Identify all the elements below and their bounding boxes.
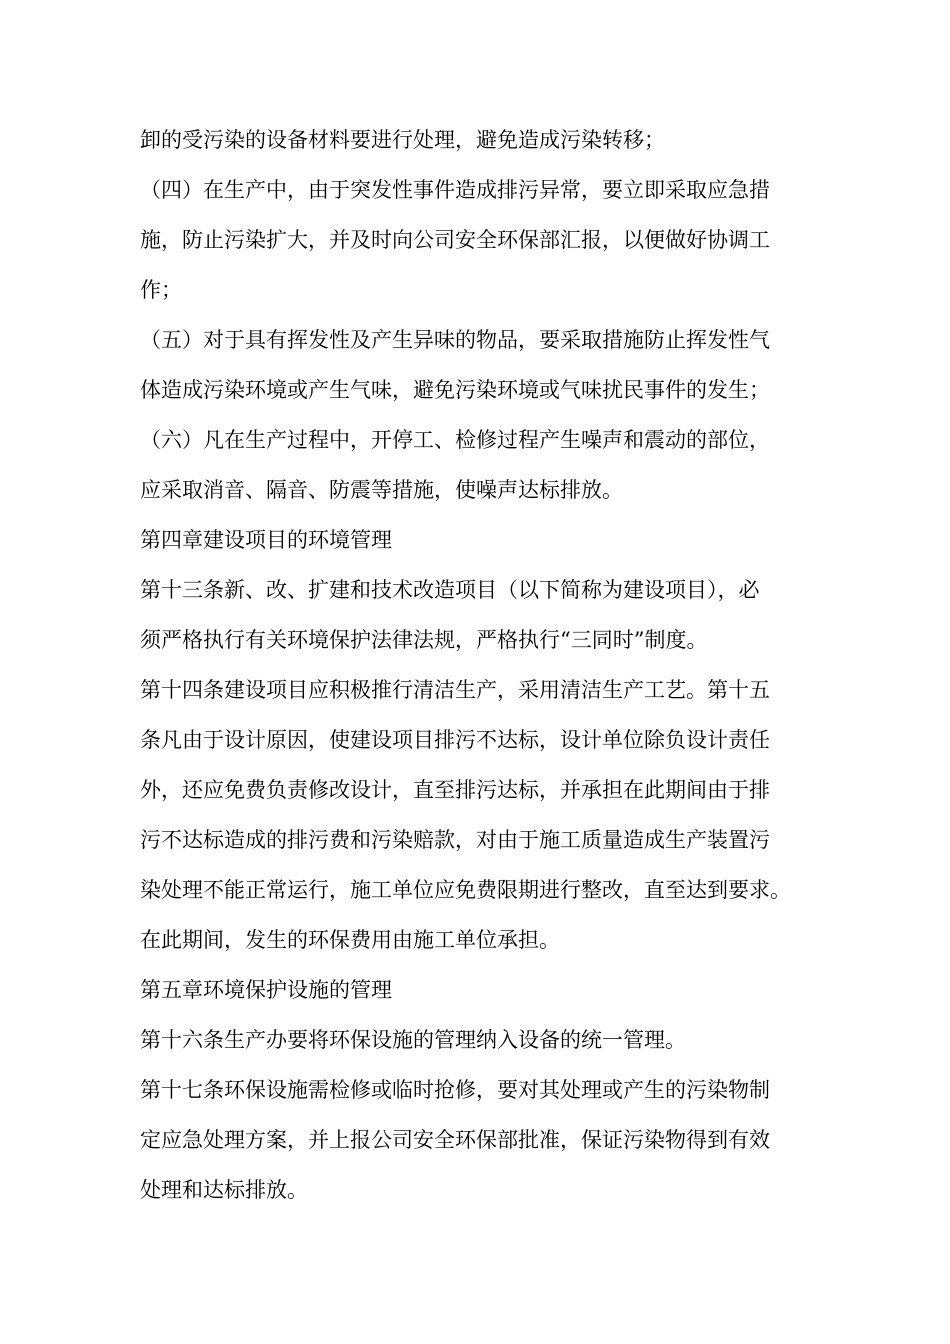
chapter-heading: 第四章建设项目的环境管理: [140, 528, 392, 552]
text-line: 污不达标造成的排污费和污染赔款，对由于施工质量造成生产装置污: [140, 828, 770, 852]
text-line: （四）在生产中，由于突发性事件造成排污异常，要立即采取应急措: [140, 178, 770, 202]
document-page: [140, 115, 840, 1215]
text-line: 在此期间，发生的环保费用由施工单位承担。: [140, 928, 560, 952]
text-line: 第十六条生产办要将环保设施的管理纳入设备的统一管理。: [140, 1028, 686, 1052]
text-line: 应采取消音、隔音、防震等措施，使噪声达标排放。: [140, 478, 623, 502]
text-line: 第十三条新、改、扩建和技术改造项目（以下简称为建设项目），必: [140, 578, 760, 602]
text-line: （六）凡在生产过程中，开停工、检修过程产生噪声和震动的部位，: [140, 428, 770, 452]
text-line: 染处理不能正常运行，施工单位应免费限期进行整改，直至达到要求。: [140, 878, 791, 902]
text-line: 体造成污染环境或产生气味，避免污染环境或气味扰民事件的发生；: [140, 378, 770, 402]
text-line: 定应急处理方案，并上报公司安全环保部批准，保证污染物得到有效: [140, 1128, 770, 1152]
text-line: 条凡由于设计原因，使建设项目排污不达标，设计单位除负设计责任: [140, 728, 770, 752]
text-line: 第十七条环保设施需检修或临时抢修，要对其处理或产生的污染物制: [140, 1078, 770, 1102]
text-line: 外，还应免费负责修改设计，直至排污达标，并承担在此期间由于排: [140, 778, 770, 802]
text-line: 须严格执行有关环境保护法律法规，严格执行“三同时”制度。: [140, 628, 708, 652]
text-line: 施，防止污染扩大，并及时向公司安全环保部汇报，以便做好协调工: [140, 228, 770, 252]
text-line: 作；: [140, 278, 182, 302]
text-line: 处理和达标排放。: [140, 1178, 308, 1202]
text-line: 卸的受污染的设备材料要进行处理，避免造成污染转移；: [140, 128, 665, 152]
chapter-heading: 第五章环境保护设施的管理: [140, 978, 392, 1002]
text-line: 第十四条建设项目应积极推行清洁生产，采用清洁生产工艺。第十五: [140, 678, 770, 702]
text-line: （五）对于具有挥发性及产生异味的物品，要采取措施防止挥发性气: [140, 328, 770, 352]
